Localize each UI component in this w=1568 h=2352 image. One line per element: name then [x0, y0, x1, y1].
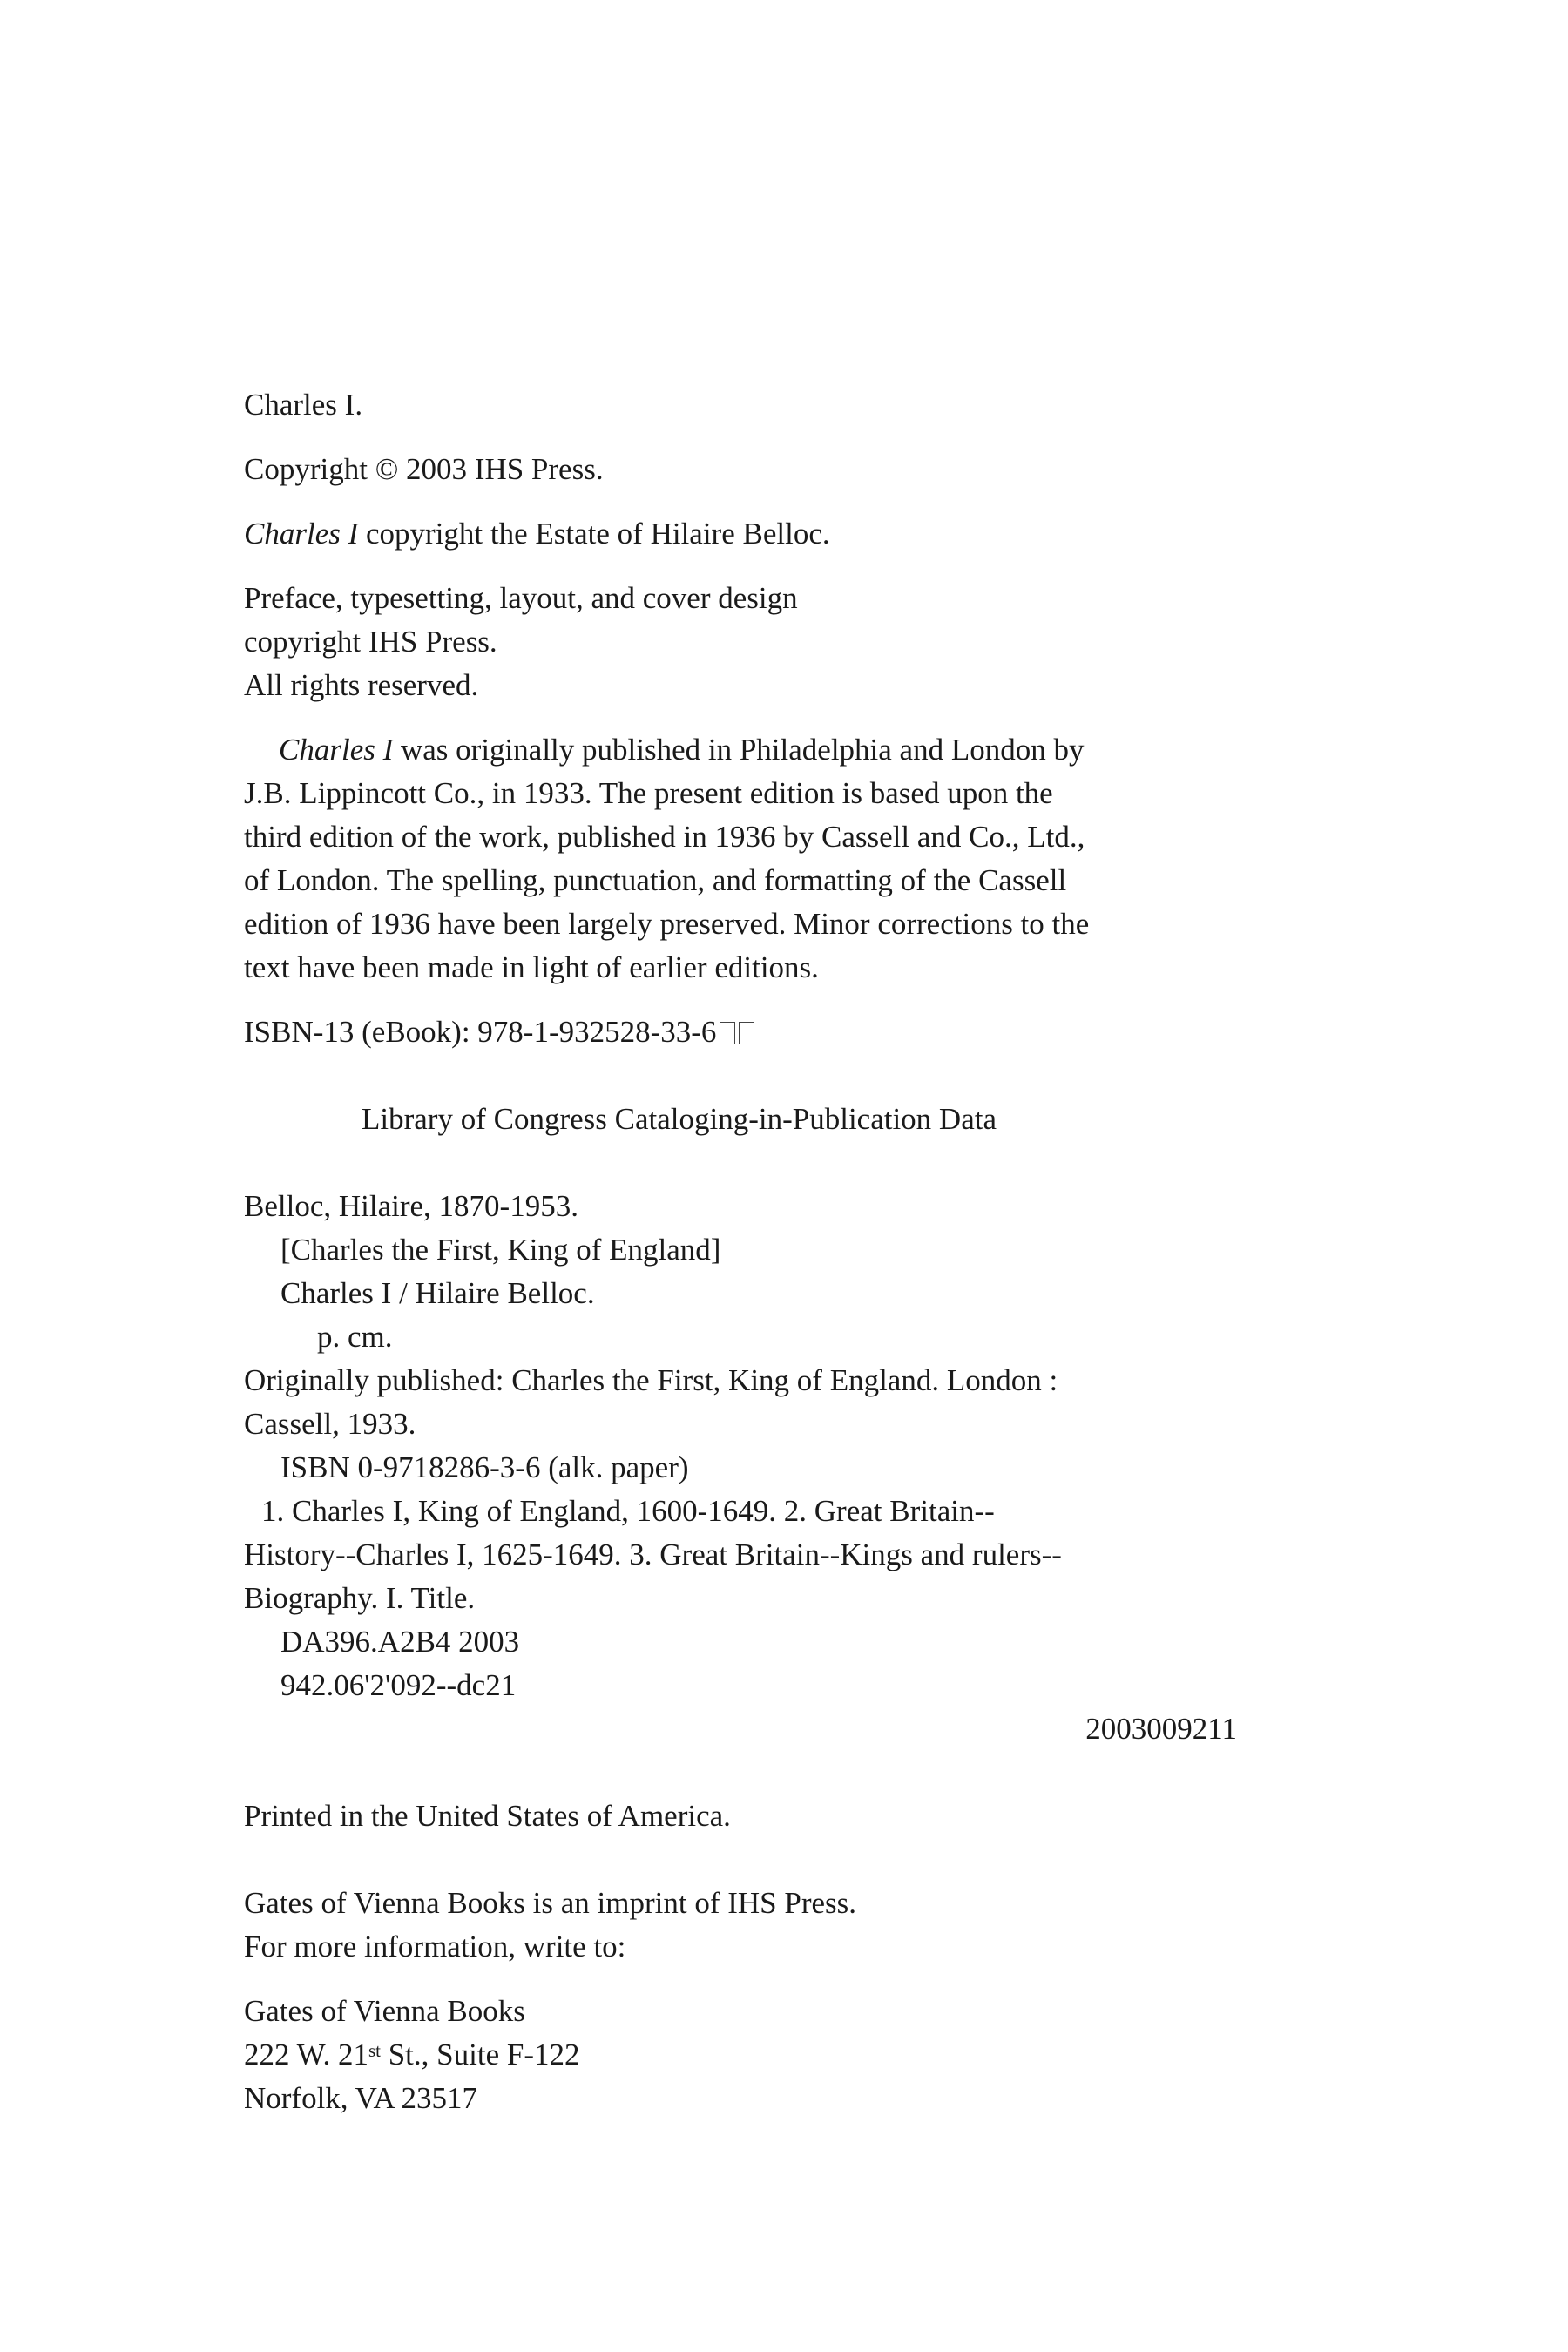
- cip-subjects: Biography. I. Title.: [244, 1581, 476, 1615]
- publication-note-line: J.B. Lippincott Co., in 1933. The present edition is based upon the: [244, 776, 1053, 810]
- missing-glyph-icon: [720, 1022, 735, 1044]
- cip-lc-class: DA396.A2B4 2003: [280, 1625, 520, 1659]
- title-line: Charles I.: [244, 388, 363, 422]
- publication-note-line: text have been made in light of earlier editions.: [244, 950, 819, 984]
- cip-heading: Library of Congress Cataloging-in-Publication Data: [362, 1102, 997, 1136]
- missing-glyph-icon: [739, 1022, 754, 1044]
- rights-line: Preface, typesetting, layout, and cover design: [244, 581, 798, 615]
- cip-pages: p. cm.: [317, 1320, 393, 1354]
- cip-block: [244, 1185, 1237, 1751]
- book-title-italic: Charles I: [279, 733, 394, 767]
- book-title-italic: Charles I: [244, 517, 359, 551]
- cip-title: Charles I / Hilaire Belloc.: [280, 1276, 595, 1310]
- cip-original: Cassell, 1933.: [244, 1407, 416, 1441]
- imprint-line: Gates of Vienna Books is an imprint of IHS Press.: [244, 1886, 857, 1920]
- imprint-block: [244, 1882, 1237, 1969]
- isbn-ebook: ISBN-13 (eBook): 978-1-932528-33-6: [244, 1010, 1237, 1054]
- publication-note-line: of London. The spelling, punctuation, and formatting of the Cassell: [244, 863, 1067, 897]
- cip-dewey: 942.06'2'092--dc21: [280, 1668, 517, 1702]
- cip-isbn: ISBN 0-9718286-3-6 (alk. paper): [280, 1450, 689, 1484]
- rights-line: copyright IHS Press.: [244, 625, 497, 659]
- publication-note-line: edition of 1936 have been largely preserved. Minor corrections to the: [244, 907, 1090, 941]
- cip-uniform-title: [Charles the First, King of England]: [280, 1233, 721, 1267]
- copyright-page: [244, 383, 1237, 2120]
- publication-note: [244, 728, 1237, 990]
- address-city: Norfolk, VA 23517: [244, 2081, 478, 2115]
- estate-copyright-text: copyright the Estate of Hilaire Belloc.: [358, 517, 830, 551]
- address-name: Gates of Vienna Books: [244, 1994, 525, 2028]
- cip-subjects: History--Charles I, 1625-1649. 3. Great Britain--Kings and rulers--: [244, 1538, 1062, 1571]
- copyright-line: Copyright © 2003 IHS Press.: [244, 452, 604, 486]
- estate-copyright: [244, 512, 1237, 556]
- cip-subjects: 1. Charles I, King of England, 1600-1649. 2. Great Britain--: [261, 1494, 995, 1528]
- printed-in: Printed in the United States of America.: [244, 1799, 731, 1833]
- rights-block: [244, 577, 1237, 707]
- cip-control-number: 2003009211: [1085, 1712, 1237, 1746]
- address-block: [244, 1990, 1237, 2120]
- imprint-line: For more information, write to:: [244, 1930, 626, 1963]
- cip-author: Belloc, Hilaire, 1870-1953.: [244, 1189, 578, 1223]
- cip-original: Originally published: Charles the First, King of England. London :: [244, 1363, 1058, 1397]
- publication-note-line: third edition of the work, published in 1936 by Cassell and Co., Ltd.,: [244, 820, 1085, 854]
- address-street: 222 W. 21st St., Suite F-122: [244, 2038, 580, 2072]
- rights-line: All rights reserved.: [244, 668, 479, 702]
- publication-note-line: Charles I was originally published in Philadelphia and London by: [279, 733, 1085, 767]
